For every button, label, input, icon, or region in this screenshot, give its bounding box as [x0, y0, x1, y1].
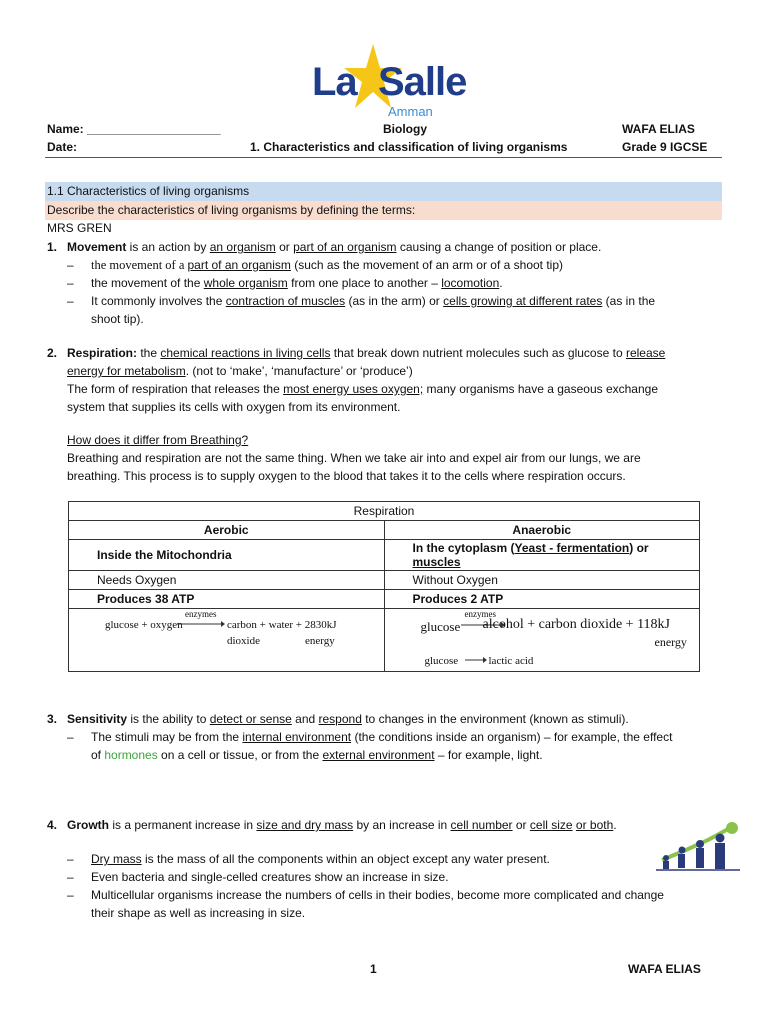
- table-cell: Without Oxygen: [384, 571, 700, 590]
- movement-bullet-3: It commonly involves the contraction of muscles (as in the arm) or cells growing at different rates (as in the: [91, 294, 656, 308]
- page-number: 1: [370, 962, 377, 976]
- bullet-dash: –: [67, 870, 74, 884]
- table-cell: Produces 2 ATP: [384, 590, 700, 609]
- name-field-label: Name: ____________________: [47, 122, 221, 136]
- table-row: [69, 540, 700, 571]
- table-title: Respiration: [69, 502, 700, 521]
- respiration-definition-cont: energy for metabolism. (not to ‘make’, ‘manufacture’ or ‘produce’): [67, 364, 413, 378]
- growth-bullet-2: Even bacteria and single-celled creatures show an increase in size.: [91, 870, 449, 884]
- movement-bullet-3-cont: shoot tip).: [91, 312, 144, 326]
- subject-label: Biology: [383, 122, 427, 136]
- bullet-dash: –: [67, 294, 74, 308]
- table-row: [69, 590, 700, 609]
- bullet-dash: –: [67, 888, 74, 902]
- bullet-dash: –: [67, 852, 74, 866]
- movement-bullet-1: the movement of a part of an organism (such as the movement of an arm or of a shoot tip): [91, 258, 564, 272]
- item-number: 1.: [47, 240, 58, 254]
- respiration-oxygen-text: The form of respiration that releases the most energy uses oxygen; many organisms have a gaseous exchange: [67, 382, 658, 396]
- footer-author: WAFA ELIAS: [628, 962, 701, 976]
- table-cell: In the cytoplasm (Yeast - fermentation) or muscles: [384, 540, 700, 571]
- table-row: [69, 571, 700, 590]
- grade-label: Grade 9 IGCSE: [622, 140, 708, 154]
- sensitivity-definition: Sensitivity is the ability to detect or sense and respond to changes in the environment (known as stimuli).: [67, 712, 629, 726]
- column-header-anaerobic: Anaerobic: [384, 521, 700, 540]
- item-number: 2.: [47, 346, 58, 360]
- movement-definition: Movement is an action by an organism or part of an organism causing a change of position or place.: [67, 240, 602, 254]
- growth-bullet-3: Multicellular organisms increase the numbers of cells in their bodies, become more complicated and change: [91, 888, 664, 902]
- growth-definition: Growth is a permanent increase in size and dry mass by an increase in cell number or cell size or both.: [67, 818, 617, 832]
- aerobic-equation: glucose + oxygen enzymes carbon + water + 2830kJ dioxide energy: [105, 609, 337, 647]
- anaerobic-equation-cell: [384, 609, 700, 672]
- arrow-icon: [465, 656, 487, 664]
- growth-bullet-1: Dry mass is the mass of all the components within an object except any water present.: [91, 852, 550, 866]
- date-field-label: Date:: [47, 140, 78, 154]
- bullet-dash: –: [67, 258, 74, 272]
- respiration-table: [68, 501, 700, 672]
- table-cell: Needs Oxygen: [69, 571, 385, 590]
- logo-text-salle: Salle: [378, 60, 467, 104]
- table-row: [69, 502, 700, 521]
- logo-text-la: La: [312, 60, 357, 104]
- header-divider: [45, 157, 722, 158]
- section-instruction: Describe the characteristics of living organisms by defining the terms:: [47, 203, 416, 217]
- breathing-paragraph-1: Breathing and respiration are not the same thing. When we take air into and expel air from our lungs, we are: [67, 451, 641, 465]
- sensitivity-bullet-1-cont: of hormones on a cell or tissue, or from the external environment – for example, light.: [91, 748, 543, 762]
- growth-stages-icon: [656, 820, 746, 876]
- section-title: 1.1 Characteristics of living organisms: [47, 184, 250, 198]
- table-row: [69, 521, 700, 540]
- item-number: 3.: [47, 712, 58, 726]
- bullet-dash: –: [67, 276, 74, 290]
- bullet-dash: –: [67, 730, 74, 744]
- breathing-paragraph-2: breathing. This process is to supply oxygen to the blood that takes it to the cells where respiration occurs.: [67, 469, 626, 483]
- table-cell: Inside the Mitochondria: [69, 540, 385, 571]
- item-number: 4.: [47, 818, 58, 832]
- movement-bullet-2: the movement of the whole organism from one place to another – locomotion.: [91, 276, 503, 290]
- teacher-label: WAFA ELIAS: [622, 122, 695, 136]
- mnemonic: MRS GREN: [47, 221, 112, 235]
- topic-title: 1. Characteristics and classification of living organisms: [250, 140, 568, 154]
- logo-text-city: Amman: [388, 104, 433, 119]
- breathing-question: How does it differ from Breathing?: [67, 433, 249, 447]
- column-header-aerobic: Aerobic: [69, 521, 385, 540]
- arrow-icon: [177, 620, 225, 628]
- growth-bullet-3-cont: their shape as well as increasing in size.: [91, 906, 306, 920]
- school-logo: [312, 44, 467, 124]
- table-cell: Produces 38 ATP: [69, 590, 385, 609]
- anaerobic-equation: glucose enzymes alcohol + carbon dioxide + 118kJ energy glucose lactic acid: [420, 609, 687, 667]
- respiration-oxygen-text-cont: system that supplies its cells with oxygen from its environment.: [67, 400, 401, 414]
- respiration-definition: Respiration: the chemical reactions in living cells that break down nutrient molecules such as glucose to release: [67, 346, 666, 360]
- sensitivity-bullet-1: The stimuli may be from the internal environment (the conditions inside an organism) – for example, the effect: [91, 730, 673, 744]
- table-row: [69, 609, 700, 672]
- aerobic-equation-cell: [69, 609, 385, 672]
